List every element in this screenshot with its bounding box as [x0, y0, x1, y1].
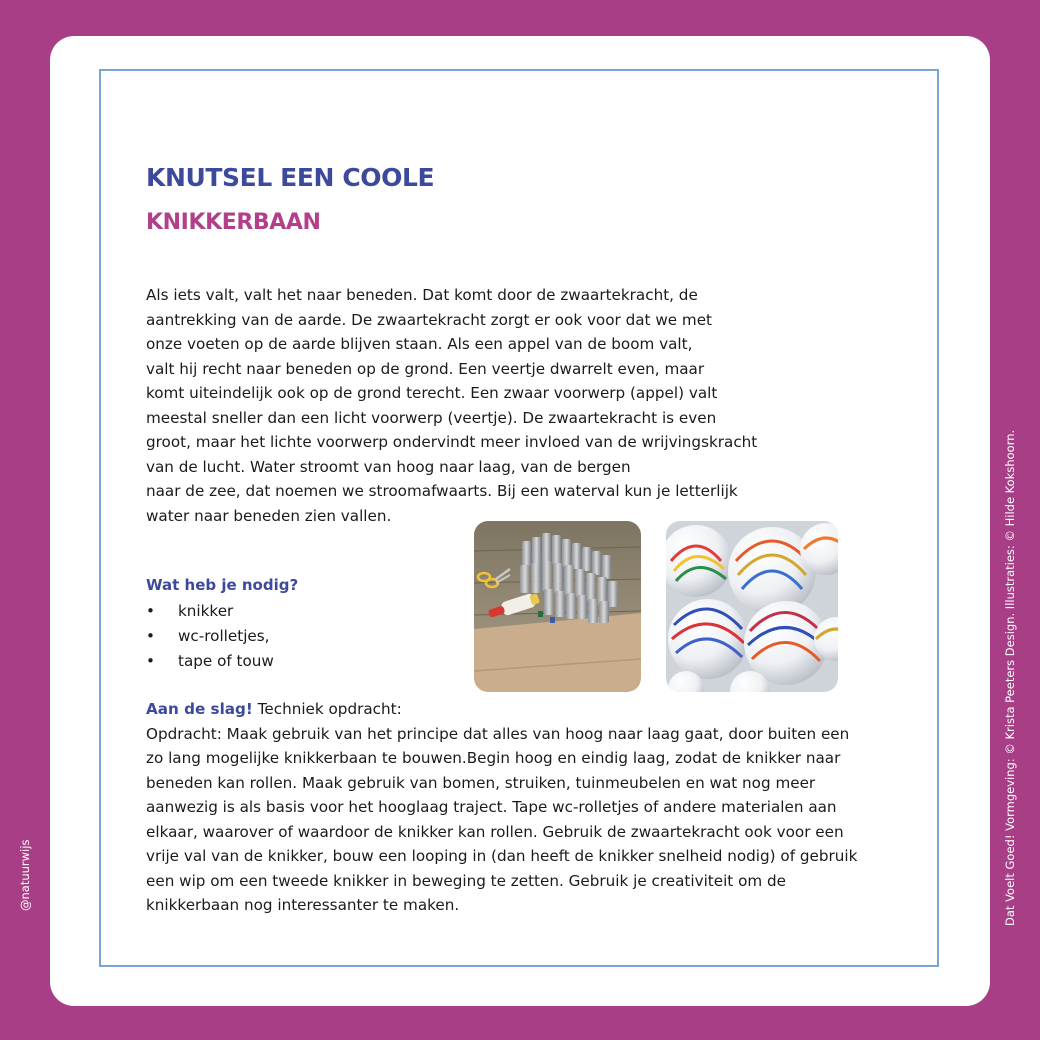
list-item-label: tape of touw — [178, 652, 274, 670]
intro-line: valt hij recht naar beneden op de grond. Een veertje dwarrelt even, maar — [146, 359, 705, 378]
task-accent: Aan de slag! — [146, 700, 253, 718]
intro-paragraph — [146, 283, 806, 528]
toilet-rolls-photo — [474, 521, 641, 692]
intro-line: naar de zee, dat noemen we stroomafwaarts. Bij een waterval kun je letterlijk — [146, 482, 738, 500]
task-intro-line — [146, 697, 906, 722]
intro-line: komt uiteindelijk ook op de grond terecht. Een zwaar voorwerp (appel) valt — [146, 384, 718, 402]
task-line: knikkerbaan nog interessanter te maken. — [146, 896, 460, 914]
intro-line: aantrekking van de aarde. De zwaartekracht zorgt er ook voor dat we met — [146, 310, 713, 329]
marbles-photo — [666, 521, 838, 692]
task-line: zo lang mogelijke knikkerbaan te bouwen.Begin hoog en eindig laag, zodat de knikker naar — [146, 749, 841, 767]
page-title: KNUTSEL EEN COOLE — [146, 163, 435, 192]
page-subtitle: KNIKKERBAAN — [146, 210, 321, 235]
list-item — [146, 649, 274, 674]
bullet-icon: • — [146, 627, 155, 645]
intro-line: water naar beneden zien vallen. — [146, 506, 392, 525]
intro-line: onze voeten op de aarde blijven staan. Als een appel van de boom valt, — [146, 335, 693, 353]
bullet-icon: • — [146, 652, 155, 670]
list-item — [146, 624, 274, 649]
task-line: aanwezig is als basis voor het hooglaag traject. Tape wc-rolletjes of andere materialen aan — [146, 798, 837, 816]
list-item-label: knikker — [178, 602, 234, 620]
list-item-label: wc-rolletjes, — [178, 627, 270, 645]
task-line: elkaar, waarover of waardoor de knikker kan rollen. Gebruik de zwaartekracht ook voor een — [146, 822, 844, 841]
task-line: Opdracht: Maak gebruik van het principe dat alles van hoog naar laag gaat, door buiten een — [146, 724, 850, 743]
social-handle: @natuurwijs — [18, 839, 32, 911]
intro-line: Als iets valt, valt het naar beneden. Dat komt door de zwaartekracht, de — [146, 286, 698, 304]
task-line: vrije val van de knikker, bouw een looping in (dan heeft de knikker snelheid nodig) of gebruik — [146, 847, 858, 865]
credits-text: Dat Voelt Goed! Vormgeving: © Krista Peeters Design. Illustraties: © Hilde Kokshoorn. — [1003, 429, 1017, 926]
task-line: beneden kan rollen. Maak gebruik van bomen, struiken, tuinmeubelen en wat nog meer — [146, 773, 816, 792]
task-paragraph — [146, 697, 906, 918]
bullet-icon: • — [146, 602, 155, 620]
intro-line: meestal sneller dan een licht voorwerp (veertje). De zwaartekracht is even — [146, 408, 717, 427]
needs-heading: Wat heb je nodig? — [146, 576, 299, 594]
intro-line: groot, maar het lichte voorwerp ondervindt meer invloed van de wrijvingskracht — [146, 433, 758, 451]
intro-line: van de lucht. Water stroomt van hoog naar laag, van de bergen — [146, 457, 631, 476]
needs-list — [146, 599, 274, 674]
list-item — [146, 599, 274, 624]
task-intro-label: Techniek opdracht: — [252, 700, 402, 718]
task-line: een wip om een tweede knikker in beweging te zetten. Gebruik je creativiteit om de — [146, 871, 786, 890]
